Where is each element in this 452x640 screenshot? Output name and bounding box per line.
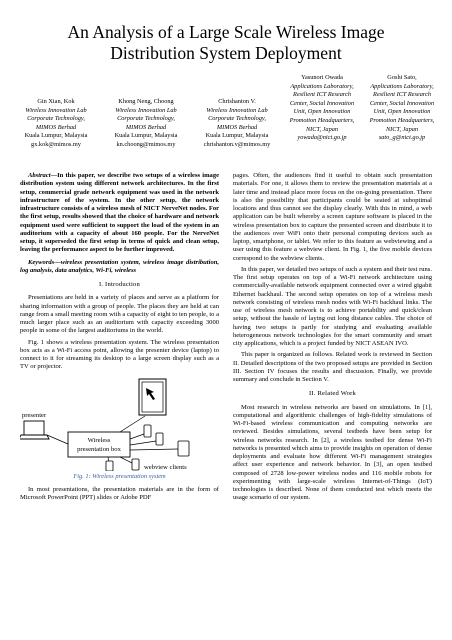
author-location: Kuala Lumpur, Malaysia <box>114 132 178 140</box>
presenter-label: presenter <box>22 411 47 419</box>
webview-clients-label: webview clients <box>144 463 187 471</box>
author-affiliation: Wireless Innovation Lab <box>206 106 268 114</box>
author-name: Gin Xian, Kok <box>37 98 75 105</box>
figure-wireless-presentation-system <box>20 375 219 471</box>
abstract-text: —In this paper, we describe two setups of a wireless image distribution system using different network architectures. In the first setup, commercial grade network equipment was used in the network infrastructure of the system. In the other setup, the network infrastructure consists of a wireless mesh of NICT NerveNet nodes. For the first setup, results showed that the choice of hardware and network equipment used were sufficient to support the load of the system in an auditorium with a capacity of about 160 people. For the NerveNet setup, it superseded the first setup in terms of quick and clean setup, leaving the performance aspect to be further improved. <box>20 172 219 254</box>
author-affiliation: Wireless Innovation Lab <box>115 106 177 114</box>
author-name: Khong Neng, Choong <box>118 98 174 105</box>
right-column <box>233 172 432 506</box>
author-affiliation: Applications Laboratory, <box>290 82 354 90</box>
author-affiliation: Corporate Technology, <box>208 115 266 123</box>
figure-caption: Fig. 1: Wireless presentation system <box>73 472 166 480</box>
author-name: Goshi Sato, <box>387 74 417 81</box>
author-block <box>362 74 442 143</box>
author-location: Kuala Lumpur, Malaysia <box>205 132 269 140</box>
author-affiliation: Wireless Innovation Lab <box>25 106 87 114</box>
author-affiliation: Unit, Open Innovation <box>293 108 351 116</box>
left-column <box>20 172 219 505</box>
author-affiliation: Resilient ICT Research <box>292 91 352 99</box>
author-affiliation: Unit, Open Innovation <box>373 108 431 116</box>
author-name: Yasunori Owada <box>301 74 343 81</box>
section-heading-related-work: II. Related Work <box>308 390 357 398</box>
author-affiliation: Corporate Technology, <box>27 115 85 123</box>
author-affiliation: Center, Social Innovation <box>369 99 435 107</box>
author-affiliation: Corporate Technology, <box>117 115 175 123</box>
author-affiliation: Applications Laboratory, <box>370 82 434 90</box>
keywords <box>20 259 219 276</box>
abstract <box>20 172 219 255</box>
paper-title <box>20 22 432 64</box>
paragraph: In most presentations, the presentation materials are in the form of Microsoft PowerPoint (PPT) slides or Adobe PDF <box>20 485 219 501</box>
author-affiliation: MIMOS Berhad <box>216 123 258 131</box>
author-email: sato_g@nict.go.jp <box>378 134 426 142</box>
paragraph: Most research in wireless networks are based on simulations. In [1], computational and algorithmic challenges of high-fidelity simulations of Wi-Fi-based wireless communication and computing networks are reviewed. Besides simulations, several testbeds have been setup for wireless networks research. In [2], a wireless testbed for dense Wi-Fi networks is presented which aims to provide insights on operation of dense deployments and evaluate how different Wi-Fi management strategies affect user experience and network behavior. In [3], an open testbed composed of 2728 low-power wireless nodes and 116 mobile robots for experimenting with large-scale wireless Internet-of-Things (IoT) technologies is described. None of them conducted test which meets the usage scenario of our system. <box>233 403 432 502</box>
laptop-icon <box>20 421 49 439</box>
author-affiliation: Promotion Headquarters, <box>289 116 355 124</box>
paragraph: Presentations are held in a variety of places and serve as a platform for sharing information with a group of people. The places they are held at can range from a small meeting room with a capacity of eight to ten people, to a much larger place such as an auditorium with capacity exceeding 3000 people in some of the largest auditoriums in the world. <box>20 294 219 335</box>
keywords-text: —wireless presentation system, wireless image distribution, log analysis, data analytics, Wi-Fi, wireless <box>20 258 219 274</box>
abstract-label: Abstract <box>28 172 51 179</box>
title-line-2: Distribution System Deployment <box>110 43 342 63</box>
paragraph: This paper is organized as follows. Related work is reviewed in Section II. Detailed descriptions of the two proposed setups are provided in Section III. Section IV focuses the results and discussion. Finally, we provide summary and conclude in Section V. <box>233 351 432 383</box>
author-affiliation: Center, Social Innovation <box>289 99 355 107</box>
author-block <box>192 98 282 150</box>
box-label-line-2: presentation box <box>77 445 121 453</box>
author-email: gx.kok@mimos.my <box>31 140 81 148</box>
presentation-box <box>68 432 130 457</box>
author-name: Chrishanton V. <box>218 98 256 105</box>
keywords-label: Keywords <box>28 258 55 266</box>
author-affiliation: NICT, Japan <box>305 125 339 133</box>
title-line-1: An Analysis of a Large Scale Wireless Image <box>67 22 385 42</box>
author-email: chrishanton.v@mimos.my <box>203 140 271 148</box>
author-affiliation: MIMOS Berhad <box>125 123 167 131</box>
author-block <box>14 98 98 150</box>
author-email: yowada@nict.go.jp <box>297 134 347 142</box>
author-block <box>284 74 360 143</box>
screen-icon <box>139 379 166 415</box>
author-block <box>104 98 188 150</box>
author-email: kn.choong@mimos.my <box>116 140 176 148</box>
author-affiliation: MIMOS Berhad <box>35 123 77 131</box>
box-label-line-1: Wireless <box>87 436 111 444</box>
author-affiliation: Resilient ICT Research <box>372 91 432 99</box>
paragraph: Fig. 1 shows a wireless presentation system. The wireless presentation box acts as a Wi-Fi access point, allowing the presenter device (laptop) to connect to it for streaming its desktop to a large screen display such as a TV or projector. <box>20 338 219 371</box>
author-affiliation: NICT, Japan <box>385 125 419 133</box>
paragraph: In this paper, we detailed two setups of such a system and their test runs. The first setup operates on top of a Wi-Fi network architecture using commercially-available network equipment connected over a wired gigabit Ethernet backhaul. The second setup operates on top of a wireless mesh network consisting of wireless mesh nodes with Wi-Fi backhaul links. The use of wireless mesh network is to achieve portability and quick/clean setup, without the hassle of laying out long distance cables. The choice of having two setups is partly for studying and evaluating available heterogeneous network technologies for the smart community and smart city applications, which is a project funded by NICT ASEAN IVO. <box>233 265 432 347</box>
paragraph: pages. Often, the audiences find it useful to obtain such presentation materials. For one, it allows them to review the presentation materials at a later time and instead place more focus on the on-going presentation. There is also the possibility that participants could be seated at suboptimal locations and thus cannot see the display clearly. With this in mind, a web application can be built whereby a screen capture software is placed in the wireless presentation box to capture the presented screen and distribute it to the audiences over WiFi onto their personal computing devices such as laptop, smartphone, or tablet. We refer to this feature as webviewing and a user using this feature a webview client. In Fig. 1, the five mobile devices correspond to the webview clients. <box>233 172 432 262</box>
author-affiliation: Promotion Headquarters, <box>369 116 435 124</box>
section-heading-introduction: I. Introduction <box>98 281 141 288</box>
author-location: Kuala Lumpur, Malaysia <box>24 132 88 140</box>
